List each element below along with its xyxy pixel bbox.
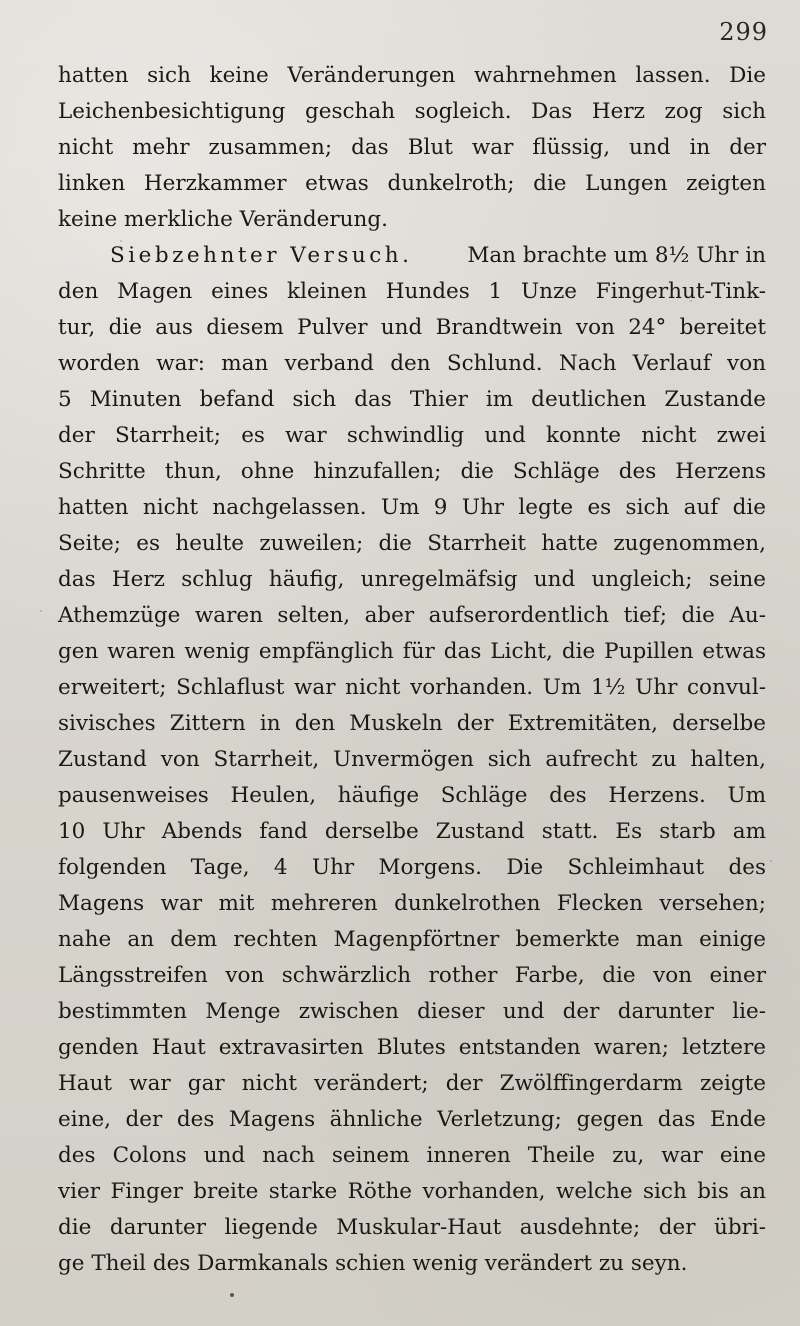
text-line: der Starrheit; es war schwindlig und konnte nicht zwei	[58, 423, 766, 448]
text-line: erweitert; Schlaflust war nicht vorhanden. Um 1½ Uhr convul-	[58, 675, 766, 700]
text-line: tur, die aus diesem Pulver und Brandtwein von 24° bereitet	[58, 315, 766, 340]
text-line: vier Finger breite starke Röthe vorhanden, welche sich bis an	[58, 1179, 766, 1204]
text-line: sivisches Zittern in den Muskeln der Extremitäten, derselbe	[58, 711, 766, 736]
text-line: linken Herzkammer etwas dunkelroth; die Lungen zeigten	[58, 171, 766, 196]
text-line: 5 Minuten befand sich das Thier im deutlichen Zustande	[58, 387, 766, 412]
text-line: ge Theil des Darmkanals schien wenig verändert zu seyn.	[58, 1251, 688, 1276]
text-line: hatten nicht nachgelassen. Um 9 Uhr legte es sich auf die	[58, 495, 766, 520]
text-line: keine merkliche Veränderung.	[58, 207, 388, 232]
text-line: Athemzüge waren selten, aber aufserordentlich tief; die Au-	[58, 603, 766, 628]
text-line	[58, 238, 766, 274]
paper-speck	[770, 860, 772, 862]
text-line-continuation: Man brachte um 8½ Uhr in	[467, 243, 766, 268]
text-line: genden Haut extravasirten Blutes entstanden waren; letztere	[58, 1035, 766, 1060]
text-line: folgenden Tage, 4 Uhr Morgens. Die Schleimhaut des	[58, 855, 766, 880]
text-line: die darunter liegende Muskular-Haut ausdehnte; der übri-	[58, 1215, 766, 1240]
text-line: Seite; es heulte zuweilen; die Starrheit hatte zugenommen,	[58, 531, 766, 556]
section-heading: Siebzehnter Versuch.	[110, 243, 413, 268]
text-line: gen waren wenig empfänglich für das Licht, die Pupillen etwas	[58, 639, 766, 664]
text-line: den Magen eines kleinen Hundes 1 Unze Fingerhut-Tink-	[58, 279, 766, 304]
paper-speck	[40, 610, 42, 612]
text-line: hatten sich keine Veränderungen wahrnehmen lassen. Die	[58, 63, 766, 88]
text-line: worden war: man verband den Schlund. Nach Verlauf von	[58, 351, 766, 376]
text-line: nahe an dem rechten Magenpförtner bemerkte man einige	[58, 927, 766, 952]
text-line: eine, der des Magens ähnliche Verletzung; gegen das Ende	[58, 1107, 766, 1132]
text-line: bestimmten Menge zwischen dieser und der darunter lie-	[58, 999, 766, 1024]
text-line: 10 Uhr Abends fand derselbe Zustand statt. Es starb am	[58, 819, 766, 844]
text-line: nicht mehr zusammen; das Blut war flüssig, und in der	[58, 135, 766, 160]
text-line: Schritte thun, ohne hinzufallen; die Schläge des Herzens	[58, 459, 766, 484]
text-line: des Colons und nach seinem inneren Theile zu, war eine	[58, 1143, 766, 1168]
text-line: Zustand von Starrheit, Unvermögen sich aufrecht zu halten,	[58, 747, 766, 772]
text-line: Magens war mit mehreren dunkelrothen Flecken versehen;	[58, 891, 766, 916]
text-line: das Herz schlug häufig, unregelmäfsig und ungleich; seine	[58, 567, 766, 592]
ink-dot	[230, 1293, 234, 1297]
body-text	[58, 58, 766, 1282]
text-line: Leichenbesichtigung geschah sogleich. Das Herz zog sich	[58, 99, 766, 124]
page-number: 299	[719, 18, 768, 46]
text-line: Längsstreifen von schwärzlich rother Farbe, die von einer	[58, 963, 766, 988]
text-line: pausenweises Heulen, häufige Schläge des Herzens. Um	[58, 783, 766, 808]
text-line: Haut war gar nicht verändert; der Zwölffingerdarm zeigte	[58, 1071, 766, 1096]
